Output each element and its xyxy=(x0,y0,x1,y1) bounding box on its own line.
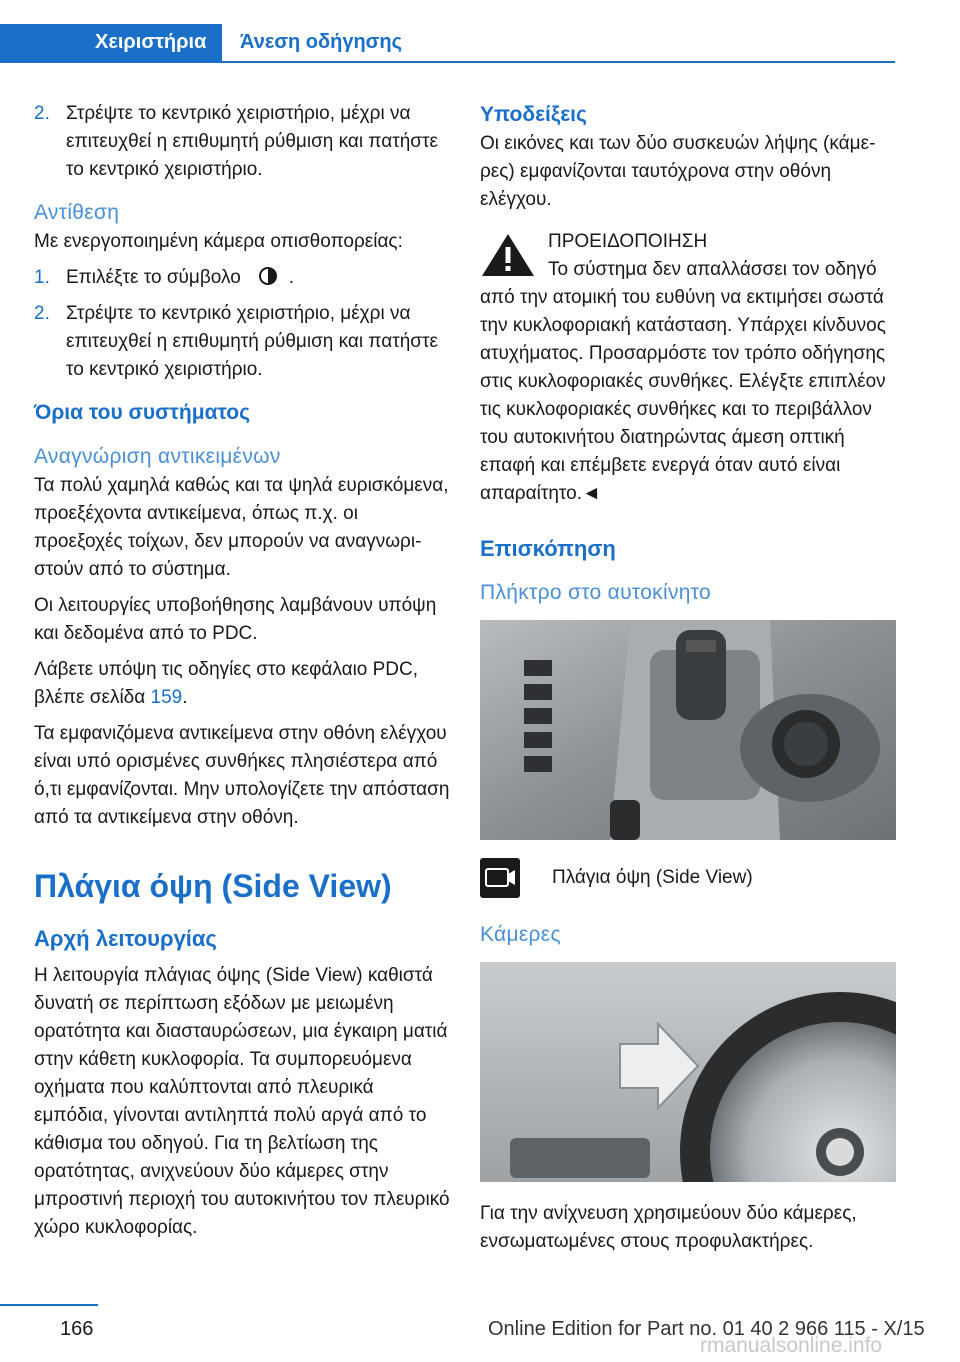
principle-paragraph: Η λειτουργία πλάγιας όψης (Side View) καθιστά δυνατή σε περίπτωση εξόδων με μειωμένη ορατότητα και διασταυρώσεων, μια έγκαιρη ματιά στην κάθετη κυκλοφορία. Τα συμπορευόμενα οχήματα που καλύπτονται από πλευρικά εμπόδια, γίνονται αντιληπτά πολύ αργά από το κάθισμα του οδηγού. Για τη βελτίωση της ορατότητας, ανιχνεύουν δύο κάμερες στην μπροστινή περιοχή του αυτοκινήτου τον πλευρικό χώρο κυκλοφορίας. xyxy=(34,965,450,1238)
detection-paragraph xyxy=(34,656,450,712)
list-item xyxy=(34,300,450,384)
overview-heading: Επισκόπηση xyxy=(480,536,616,561)
page-header xyxy=(0,0,960,64)
step-text: Στρέψτε το κεντρικό χειριστήριο, μέχρι να επιτευχθεί η επιθυμητή ρύθμιση και πατήστε το κεντρικό χειριστήριο. xyxy=(66,103,439,180)
side-view-icon xyxy=(480,858,520,898)
warning-text: Το σύστημα δεν απαλλάσσει τον οδηγό από την ατομική του ευθύνη να εκτιμήσει σωστά την κυκλοφοριακή κατάσταση. Υπάρχει κίνδυνος ατυχήματος. Προσαρμόστε τον τρόπο οδήγησης στις κυκλοφοριακές συνθήκες. Ελέγξτε επιπλέον τις κυκλοφοριακές συνθήκες και το περιβάλλον του αυτοκινήτου διατηρώντας άμεση οπτική επαφή και επέμβετε ενεργά όταν αυτό είναι απαραίτητο.◄ xyxy=(480,259,886,504)
watermark: rmanualsonline.info xyxy=(700,1334,883,1357)
warning-block xyxy=(480,228,896,508)
bumper-camera-photo xyxy=(480,962,896,1182)
side-view-button-caption: Πλάγια όψη (Side View) xyxy=(552,867,753,888)
step-text xyxy=(66,264,450,292)
detection-paragraph: Τα εμφανιζόμενα αντικείμενα στην οθόνη ελέγχου είναι υπό ορισμένες συνθήκες πλησιέστερα από ό,τι εμφανίζονται. Μην υπολογίζετε την απόσταση από τα αντικείμενα στην οθόνη. xyxy=(34,723,450,828)
step-number: 2. xyxy=(34,103,50,124)
tab-controls[interactable]: Χειριστήρια xyxy=(0,24,222,62)
header-divider xyxy=(0,61,895,63)
console-button-photo xyxy=(480,620,896,840)
limits-heading: Όρια του συστήματος xyxy=(34,401,251,424)
right-column xyxy=(480,100,896,1264)
pdc-reference-end: . xyxy=(182,687,188,708)
side-view-button-row xyxy=(480,858,896,898)
step-text-label: Επιλέξτε το σύμβολο xyxy=(66,267,241,288)
footer-divider xyxy=(0,1304,98,1306)
warning-triangle-icon xyxy=(480,232,536,278)
step-number: 2. xyxy=(34,303,50,324)
cameras-paragraph: Για την ανίχνευση χρησιμεύουν δύο κάμερες, ενσωματωμένες στους προφυλακτήρες. xyxy=(480,1203,857,1252)
left-column xyxy=(34,100,450,1250)
list-item xyxy=(34,264,450,292)
tab-driving-comfort[interactable]: Άνεση οδήγησης xyxy=(240,31,402,53)
button-heading: Πλήκτρο στο αυτοκίνητο xyxy=(480,581,711,604)
list-item xyxy=(34,100,450,184)
principle-heading: Αρχή λειτουργίας xyxy=(34,926,217,951)
step-text-end: . xyxy=(288,267,295,288)
edition-note: Online Edition for Part no. 01 40 2 966 115 - X/15 xyxy=(488,1318,925,1340)
detection-heading: Αναγνώριση αντικειμένων xyxy=(34,445,281,468)
detection-paragraph: Τα πολύ χαμηλά καθώς και τα ψηλά ευρισκόμενα, προεξέχοντα αντικείμενα, όπως π.χ. οι προεξοχές τοίχων, δεν μπορούν να αναγνωριστούν από το σύστημα. xyxy=(34,475,449,580)
contrast-intro: Με ενεργοποιημένη κάμερα οπισθοπορείας: xyxy=(34,231,403,252)
side-view-heading: Πλάγια όψη (Side View) xyxy=(34,868,392,904)
detection-paragraph: Οι λειτουργίες υποβοήθησης λαμβάνουν υπόψη και δεδομένα από το PDC. xyxy=(34,595,437,644)
step-text: Στρέψτε το κεντρικό χειριστήριο, μέχρι να επιτευχθεί η επιθυμητή ρύθμιση και πατήστε το κεντρικό χειριστήριο. xyxy=(66,303,439,380)
hints-heading: Υποδείξεις xyxy=(480,103,587,126)
page-number: 166 xyxy=(60,1318,94,1340)
cameras-heading: Κάμερες xyxy=(480,923,561,946)
hints-paragraph: Οι εικόνες και των δύο συσκευών λήψης (κάμερες) εμφανίζονται ταυτόχρονα στην οθόνη ελέγχου. xyxy=(480,133,876,210)
page-link[interactable]: 159 xyxy=(150,687,183,708)
contrast-icon xyxy=(257,266,279,286)
step-number: 1. xyxy=(34,267,50,288)
warning-title: ΠΡΟΕΙΔΟΠΟΙΗΣΗ xyxy=(548,231,708,252)
pdc-reference-text: Λάβετε υπόψη τις οδηγίες στο κεφάλαιο PDC, βλέπε σελίδα xyxy=(34,659,419,708)
contrast-heading: Αντίθεση xyxy=(34,201,120,224)
